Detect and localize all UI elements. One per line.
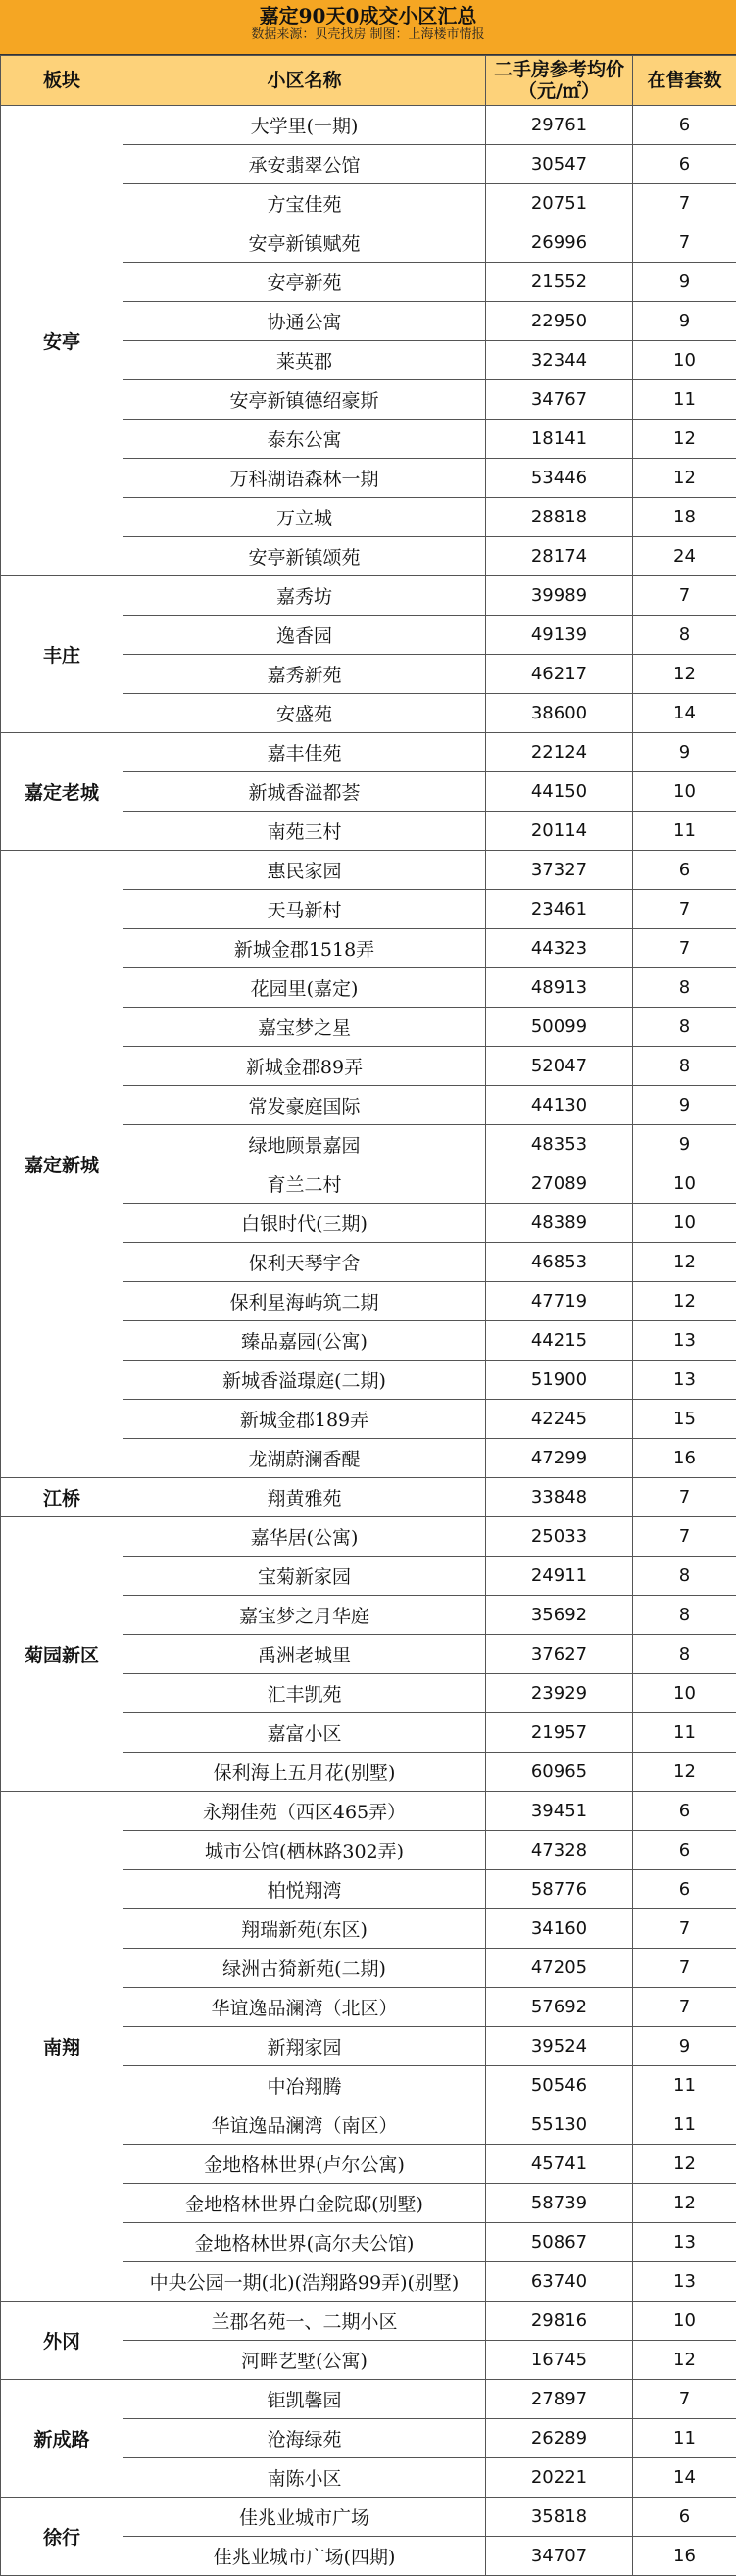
community-name-cell: 安亭新镇德绍豪斯 (123, 380, 486, 420)
price-cell: 45741 (486, 2145, 633, 2184)
listings-cell: 8 (633, 1047, 736, 1086)
price-cell: 16745 (486, 2341, 633, 2380)
community-name-cell: 华谊逸品澜湾（北区） (123, 1988, 486, 2027)
page-title: 嘉定90天0成交小区汇总 (0, 0, 736, 26)
price-cell: 23461 (486, 890, 633, 929)
community-name-cell: 大学里(一期) (123, 106, 486, 145)
listings-cell: 6 (633, 2498, 736, 2537)
listings-cell: 8 (633, 1635, 736, 1674)
community-name-cell: 中冶翔腾 (123, 2066, 486, 2105)
header-listings: 在售套数 (633, 56, 736, 106)
community-name-cell: 保利海上五月花(别墅) (123, 1753, 486, 1792)
listings-cell: 9 (633, 302, 736, 341)
header-community: 小区名称 (123, 56, 486, 106)
listings-cell: 10 (633, 1164, 736, 1204)
community-name-cell: 白银时代(三期) (123, 1204, 486, 1243)
price-cell: 51900 (486, 1361, 633, 1400)
community-name-cell: 新城金郡89弄 (123, 1047, 486, 1086)
listings-cell: 11 (633, 2105, 736, 2145)
price-cell: 24911 (486, 1557, 633, 1596)
table-row (1, 2380, 736, 2419)
price-cell: 44215 (486, 1321, 633, 1361)
listings-cell: 9 (633, 2027, 736, 2066)
header-price (486, 56, 633, 106)
listings-cell: 8 (633, 968, 736, 1008)
community-name-cell: 协通公寓 (123, 302, 486, 341)
community-name-cell: 华谊逸品澜湾（南区） (123, 2105, 486, 2145)
price-cell: 48389 (486, 1204, 633, 1243)
district-cell: 嘉定新城 (1, 851, 123, 1478)
community-name-cell: 逸香园 (123, 616, 486, 655)
price-cell: 53446 (486, 459, 633, 498)
listings-cell: 9 (633, 1086, 736, 1125)
community-name-cell: 南苑三村 (123, 812, 486, 851)
listings-cell: 13 (633, 2223, 736, 2262)
table-row (1, 106, 736, 145)
price-cell: 42245 (486, 1400, 633, 1439)
price-cell: 28818 (486, 498, 633, 537)
listings-cell: 6 (633, 1792, 736, 1831)
community-name-cell: 嘉秀新苑 (123, 655, 486, 694)
price-cell: 44323 (486, 929, 633, 968)
listings-cell: 6 (633, 106, 736, 145)
price-cell: 34707 (486, 2537, 633, 2576)
community-name-cell: 莱英郡 (123, 341, 486, 380)
listings-cell: 14 (633, 694, 736, 733)
price-cell: 39451 (486, 1792, 633, 1831)
community-name-cell: 臻品嘉园(公寓) (123, 1321, 486, 1361)
community-name-cell: 承安翡翠公馆 (123, 145, 486, 184)
price-cell: 47299 (486, 1439, 633, 1478)
price-cell: 27897 (486, 2380, 633, 2419)
district-cell: 徐行 (1, 2498, 123, 2576)
community-name-cell: 嘉富小区 (123, 1713, 486, 1753)
community-name-cell: 万立城 (123, 498, 486, 537)
price-cell: 57692 (486, 1988, 633, 2027)
price-cell: 50867 (486, 2223, 633, 2262)
community-name-cell: 城市公馆(栖林路302弄) (123, 1831, 486, 1870)
price-cell: 20221 (486, 2458, 633, 2498)
header-row (1, 56, 736, 106)
price-cell: 46217 (486, 655, 633, 694)
price-cell: 48913 (486, 968, 633, 1008)
listings-cell: 10 (633, 2302, 736, 2341)
community-name-cell: 万科湖语森林一期 (123, 459, 486, 498)
price-cell: 34160 (486, 1909, 633, 1949)
price-cell: 47719 (486, 1282, 633, 1321)
community-name-cell: 新城香溢都荟 (123, 772, 486, 812)
community-name-cell: 安亭新苑 (123, 263, 486, 302)
source-line: 数据来源：贝壳找房 制图：上海楼市情报 (0, 26, 736, 44)
listings-cell: 16 (633, 2537, 736, 2576)
price-cell: 26289 (486, 2419, 633, 2458)
community-name-cell: 嘉华居(公寓) (123, 1517, 486, 1557)
community-name-cell: 中央公园一期(北)(浩翔路99弄)(别墅) (123, 2262, 486, 2302)
community-name-cell: 育兰二村 (123, 1164, 486, 1204)
price-cell: 18141 (486, 420, 633, 459)
price-cell: 32344 (486, 341, 633, 380)
price-cell: 30547 (486, 145, 633, 184)
community-name-cell: 宝菊新家园 (123, 1557, 486, 1596)
price-cell: 63740 (486, 2262, 633, 2302)
price-cell: 60965 (486, 1753, 633, 1792)
listings-cell: 6 (633, 851, 736, 890)
listings-cell: 7 (633, 1517, 736, 1557)
community-name-cell: 佳兆业城市广场(四期) (123, 2537, 486, 2576)
community-name-cell: 永翔佳苑（西区465弄） (123, 1792, 486, 1831)
listings-cell: 12 (633, 2184, 736, 2223)
listings-cell: 12 (633, 1753, 736, 1792)
price-cell: 21552 (486, 263, 633, 302)
community-name-cell: 安亭新镇颂苑 (123, 537, 486, 576)
listings-cell: 11 (633, 812, 736, 851)
listings-cell: 10 (633, 341, 736, 380)
community-name-cell: 嘉丰佳苑 (123, 733, 486, 772)
price-cell: 21957 (486, 1713, 633, 1753)
table-row (1, 2302, 736, 2341)
price-cell: 20751 (486, 184, 633, 223)
listings-cell: 12 (633, 1282, 736, 1321)
price-cell: 37627 (486, 1635, 633, 1674)
price-cell: 39524 (486, 2027, 633, 2066)
listings-cell: 10 (633, 1674, 736, 1713)
listings-cell: 8 (633, 1008, 736, 1047)
table-row (1, 851, 736, 890)
community-name-cell: 嘉秀坊 (123, 576, 486, 616)
community-name-cell: 龙湖蔚澜香醍 (123, 1439, 486, 1478)
listings-cell: 14 (633, 2458, 736, 2498)
community-name-cell: 金地格林世界(卢尔公寓) (123, 2145, 486, 2184)
community-name-cell: 翔瑞新苑(东区) (123, 1909, 486, 1949)
listings-cell: 7 (633, 184, 736, 223)
listings-cell: 9 (633, 733, 736, 772)
community-name-cell: 保利星海屿筑二期 (123, 1282, 486, 1321)
table-row (1, 576, 736, 616)
community-name-cell: 天马新村 (123, 890, 486, 929)
district-cell: 丰庄 (1, 576, 123, 733)
price-cell: 22124 (486, 733, 633, 772)
price-cell: 44130 (486, 1086, 633, 1125)
header-price-line1: 二手房参考均价 (486, 59, 632, 80)
listings-cell: 7 (633, 1949, 736, 1988)
price-cell: 23929 (486, 1674, 633, 1713)
listings-cell: 8 (633, 1557, 736, 1596)
district-cell: 菊园新区 (1, 1517, 123, 1792)
price-cell: 50099 (486, 1008, 633, 1047)
price-cell: 49139 (486, 616, 633, 655)
community-name-cell: 嘉宝梦之星 (123, 1008, 486, 1047)
listings-cell: 18 (633, 498, 736, 537)
community-name-cell: 绿洲古猗新苑(二期) (123, 1949, 486, 1988)
listings-cell: 7 (633, 1478, 736, 1517)
community-name-cell: 南陈小区 (123, 2458, 486, 2498)
price-cell: 26996 (486, 223, 633, 263)
listings-cell: 13 (633, 1321, 736, 1361)
table-row (1, 1517, 736, 1557)
community-name-cell: 新城金郡189弄 (123, 1400, 486, 1439)
price-cell: 35818 (486, 2498, 633, 2537)
community-name-cell: 安亭新镇赋苑 (123, 223, 486, 263)
community-name-cell: 泰东公寓 (123, 420, 486, 459)
district-cell: 安亭 (1, 106, 123, 576)
listings-cell: 6 (633, 1831, 736, 1870)
community-name-cell: 河畔艺墅(公寓) (123, 2341, 486, 2380)
listings-cell: 12 (633, 459, 736, 498)
listings-cell: 7 (633, 576, 736, 616)
community-name-cell: 翔黄雅苑 (123, 1478, 486, 1517)
district-cell: 江桥 (1, 1478, 123, 1517)
listings-cell: 11 (633, 2066, 736, 2105)
title-bar (0, 0, 736, 55)
community-name-cell: 金地格林世界白金院邸(别墅) (123, 2184, 486, 2223)
price-cell: 44150 (486, 772, 633, 812)
price-cell: 50546 (486, 2066, 633, 2105)
price-cell: 52047 (486, 1047, 633, 1086)
price-cell: 39989 (486, 576, 633, 616)
community-name-cell: 惠民家园 (123, 851, 486, 890)
community-name-cell: 沧海绿苑 (123, 2419, 486, 2458)
listings-cell: 12 (633, 1243, 736, 1282)
price-cell: 38600 (486, 694, 633, 733)
district-cell: 南翔 (1, 1792, 123, 2302)
community-name-cell: 绿地顾景嘉园 (123, 1125, 486, 1164)
community-name-cell: 汇丰凯苑 (123, 1674, 486, 1713)
community-name-cell: 佳兆业城市广场 (123, 2498, 486, 2537)
listings-cell: 13 (633, 2262, 736, 2302)
price-cell: 35692 (486, 1596, 633, 1635)
price-cell: 20114 (486, 812, 633, 851)
header-price-unit: （元/㎡） (486, 80, 632, 102)
summary-table (0, 55, 736, 2576)
listings-cell: 24 (633, 537, 736, 576)
table-body (1, 106, 736, 2576)
community-name-cell: 钜凯馨园 (123, 2380, 486, 2419)
listings-cell: 12 (633, 2341, 736, 2380)
community-name-cell: 嘉宝梦之月华庭 (123, 1596, 486, 1635)
table-row (1, 2498, 736, 2537)
community-name-cell: 柏悦翔湾 (123, 1870, 486, 1909)
price-cell: 33848 (486, 1478, 633, 1517)
listings-cell: 12 (633, 655, 736, 694)
table-row (1, 1478, 736, 1517)
district-cell: 嘉定老城 (1, 733, 123, 851)
price-cell: 58776 (486, 1870, 633, 1909)
listings-cell: 6 (633, 145, 736, 184)
price-cell: 58739 (486, 2184, 633, 2223)
price-cell: 46853 (486, 1243, 633, 1282)
listings-cell: 12 (633, 420, 736, 459)
price-cell: 28174 (486, 537, 633, 576)
listings-cell: 7 (633, 2380, 736, 2419)
price-cell: 34767 (486, 380, 633, 420)
community-name-cell: 兰郡名苑一、二期小区 (123, 2302, 486, 2341)
header-district: 板块 (1, 56, 123, 106)
listings-cell: 7 (633, 890, 736, 929)
listings-cell: 9 (633, 1125, 736, 1164)
listings-cell: 7 (633, 929, 736, 968)
price-cell: 27089 (486, 1164, 633, 1204)
listings-cell: 10 (633, 1204, 736, 1243)
community-name-cell: 金地格林世界(高尔夫公馆) (123, 2223, 486, 2262)
price-cell: 25033 (486, 1517, 633, 1557)
listings-cell: 6 (633, 1870, 736, 1909)
price-cell: 22950 (486, 302, 633, 341)
community-name-cell: 新城金郡1518弄 (123, 929, 486, 968)
listings-cell: 12 (633, 2145, 736, 2184)
community-name-cell: 保利天琴宇舍 (123, 1243, 486, 1282)
listings-cell: 7 (633, 1909, 736, 1949)
listings-cell: 11 (633, 380, 736, 420)
price-cell: 29816 (486, 2302, 633, 2341)
district-cell: 外冈 (1, 2302, 123, 2380)
listings-cell: 16 (633, 1439, 736, 1478)
community-name-cell: 禹洲老城里 (123, 1635, 486, 1674)
community-name-cell: 常发豪庭国际 (123, 1086, 486, 1125)
listings-cell: 11 (633, 1713, 736, 1753)
table-row (1, 733, 736, 772)
listings-cell: 8 (633, 1596, 736, 1635)
price-cell: 47328 (486, 1831, 633, 1870)
price-cell: 55130 (486, 2105, 633, 2145)
table-row (1, 1792, 736, 1831)
listings-cell: 8 (633, 616, 736, 655)
price-cell: 48353 (486, 1125, 633, 1164)
listings-cell: 11 (633, 2419, 736, 2458)
listings-cell: 9 (633, 263, 736, 302)
community-name-cell: 方宝佳苑 (123, 184, 486, 223)
community-name-cell: 新翔家园 (123, 2027, 486, 2066)
community-name-cell: 新城香溢璟庭(二期) (123, 1361, 486, 1400)
listings-cell: 13 (633, 1361, 736, 1400)
price-cell: 37327 (486, 851, 633, 890)
price-cell: 29761 (486, 106, 633, 145)
listings-cell: 15 (633, 1400, 736, 1439)
price-cell: 47205 (486, 1949, 633, 1988)
listings-cell: 7 (633, 223, 736, 263)
listings-cell: 10 (633, 772, 736, 812)
district-cell: 新成路 (1, 2380, 123, 2498)
community-name-cell: 花园里(嘉定) (123, 968, 486, 1008)
community-name-cell: 安盛苑 (123, 694, 486, 733)
listings-cell: 7 (633, 1988, 736, 2027)
